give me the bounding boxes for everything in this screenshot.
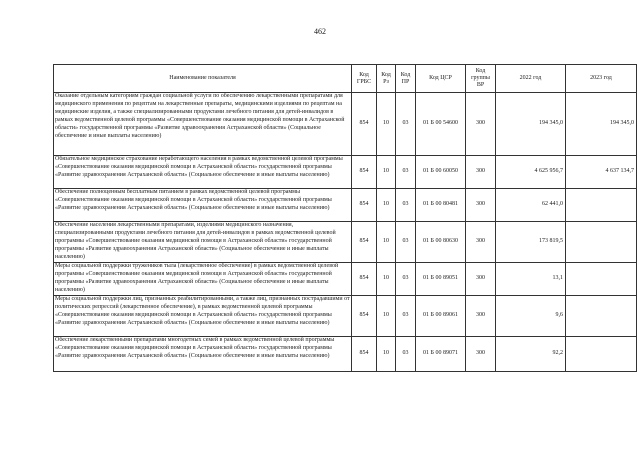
cell-pr: 03 (396, 337, 416, 372)
row-description: Обязательное медицинское страхование неработающего населения в рамках ведомственной целевой программы «Совершенствование оказания медицинской помощи в Астраханской области» государственной программы «Развитие здравоохранения Астраханской области» (Социальное обеспечение и иные выплаты населению) (54, 156, 352, 189)
cell-pr: 03 (396, 93, 416, 156)
cell-csr: 01 Б 00 89051 (416, 263, 466, 296)
cell-vr: 300 (466, 93, 496, 156)
cell-rz: 10 (377, 296, 396, 337)
cell-rz: 10 (377, 156, 396, 189)
cell-vr: 300 (466, 337, 496, 372)
cell-2023 (566, 189, 637, 222)
header-name: Наименование показателя (54, 65, 352, 93)
cell-pr: 03 (396, 296, 416, 337)
header-csr: Код ЦСР (416, 65, 466, 93)
cell-2023 (566, 337, 637, 372)
cell-2023 (566, 296, 637, 337)
cell-rz: 10 (377, 222, 396, 263)
cell-2022: 194 345,0 (496, 93, 566, 156)
cell-pr: 03 (396, 156, 416, 189)
cell-2022: 173 819,5 (496, 222, 566, 263)
row-description: Оказание отдельным категориям граждан социальной услуги по обеспечению лекарственными препаратами для медицинского применения по рецептам на лекарственные препараты, медицинскими изделиями по рецептам на медицинские изделия, а также специализированными продуктами лечебного питания для детей-инвалидов в рамках ведомственной целевой программы «Совершенствование оказания медицинской помощи в Астраханской области» государственной программы «Развитие здравоохранения Астраханской области» (Социальное обеспечение и иные выплаты населению) (54, 93, 352, 156)
cell-2022: 92,2 (496, 337, 566, 372)
cell-grbs: 854 (352, 337, 377, 372)
cell-rz: 10 (377, 189, 396, 222)
cell-csr: 01 Б 00 89061 (416, 296, 466, 337)
header-2023: 2023 год (566, 65, 637, 93)
table-row (54, 337, 637, 372)
header-pr: Код ПР (396, 65, 416, 93)
row-description: Меры социальной поддержки тружеников тыла (лекарственное обеспечение) в рамках ведомственной целевой программы «Совершенствование оказания медицинской помощи в Астраханской области» государственной программы «Развитие здравоохранения Астраханской области» (Социальное обеспечение и иные выплаты населению) (54, 263, 352, 296)
table-row (54, 263, 637, 296)
cell-vr: 300 (466, 222, 496, 263)
cell-2023 (566, 222, 637, 263)
cell-rz: 10 (377, 93, 396, 156)
cell-vr: 300 (466, 296, 496, 337)
header-grbs: Код ГРБС (352, 65, 377, 93)
row-description: Обеспечение полноценным бесплатным питанием в рамках ведомственной целевой программы «Совершенствование оказания медицинской помощи в Астраханской области» государственной программы «Развитие здравоохранения Астраханской области» (Социальное обеспечение и иные выплаты населению) (54, 189, 352, 222)
cell-2023: 194 345,0 (566, 93, 637, 156)
table-row (54, 296, 637, 337)
budget-table (53, 64, 637, 372)
table-row (54, 189, 637, 222)
page-number: 462 (314, 27, 326, 36)
cell-csr: 01 Б 00 80481 (416, 189, 466, 222)
table-row (54, 222, 637, 263)
cell-2023 (566, 263, 637, 296)
header-rz: Код Рз (377, 65, 396, 93)
row-description: Меры социальной поддержки лиц, признанных реабилитированными, а также лиц, признанных пострадавшими от политических репрессий (лекарственное обеспечение), в рамках ведомственной целевой программы «Совершенствование оказания медицинской помощи в Астраханской области» государственной программы «Развитие здравоохранения Астраханской области» (Социальное обеспечение и иные выплаты населению) (54, 296, 352, 337)
cell-csr: 01 Б 00 60050 (416, 156, 466, 189)
cell-2022: 13,1 (496, 263, 566, 296)
cell-rz: 10 (377, 263, 396, 296)
cell-2023: 4 637 134,7 (566, 156, 637, 189)
cell-grbs: 854 (352, 222, 377, 263)
cell-csr: 01 Б 00 89071 (416, 337, 466, 372)
cell-grbs: 854 (352, 263, 377, 296)
cell-2022: 62 441,0 (496, 189, 566, 222)
cell-rz: 10 (377, 337, 396, 372)
header-vr: Код группы ВР (466, 65, 496, 93)
cell-csr: 01 Б 00 80630 (416, 222, 466, 263)
cell-grbs: 854 (352, 93, 377, 156)
cell-pr: 03 (396, 263, 416, 296)
cell-2022: 4 625 956,7 (496, 156, 566, 189)
row-description: Обеспечение населения лекарственными препаратами, изделиями медицинского назначения, специализированными продуктами лечебного питания для детей-инвалидов в рамках ведомственной целевой программы «Совершенствование оказания медицинской помощи в Астраханской области» государственной программы «Развитие здравоохранения Астраханской области» (Социальное обеспечение и иные выплаты населению) (54, 222, 352, 263)
cell-vr: 300 (466, 263, 496, 296)
cell-pr: 03 (396, 222, 416, 263)
cell-vr: 300 (466, 189, 496, 222)
cell-grbs: 854 (352, 156, 377, 189)
table-row (54, 93, 637, 156)
row-description: Обеспечение лекарственными препаратами многодетных семей в рамках ведомственной целевой программы «Совершенствование оказания медицинской помощи в Астраханской области» государственной программы «Развитие здравоохранения Астраханской области» (Социальное обеспечение и иные выплаты населению) (54, 337, 352, 372)
cell-csr: 01 Б 00 54600 (416, 93, 466, 156)
cell-grbs: 854 (352, 296, 377, 337)
cell-pr: 03 (396, 189, 416, 222)
table-row (54, 156, 637, 189)
header-2022: 2022 год (496, 65, 566, 93)
cell-vr: 300 (466, 156, 496, 189)
table-header-row (54, 65, 637, 93)
cell-grbs: 854 (352, 189, 377, 222)
cell-2022: 9,6 (496, 296, 566, 337)
